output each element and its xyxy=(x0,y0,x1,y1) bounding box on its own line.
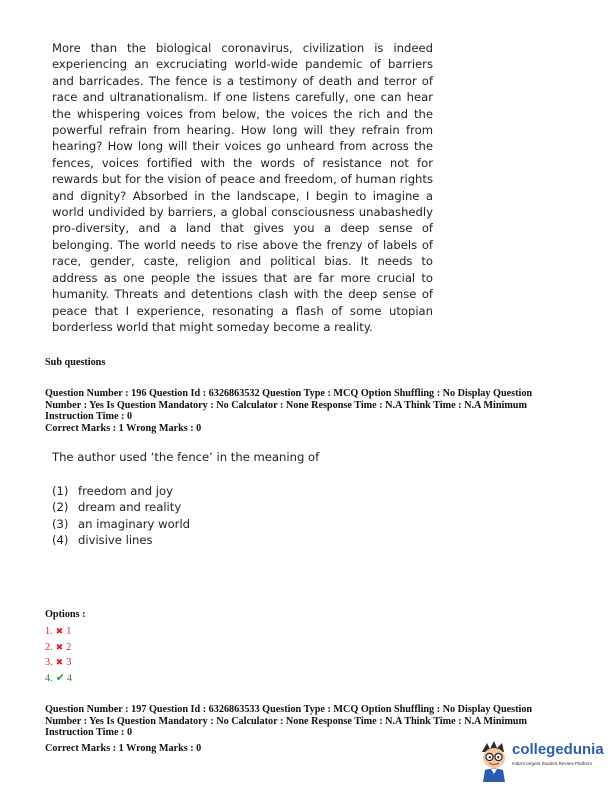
choice-3 xyxy=(52,516,190,532)
check-mark-icon: ✔ xyxy=(55,671,65,684)
logo-tagline: India's largest Student Review Platform xyxy=(512,761,593,766)
choice-4 xyxy=(52,532,190,548)
choice-number: (1) xyxy=(52,484,69,498)
question-196-metadata xyxy=(45,388,560,434)
option-2 xyxy=(45,640,72,656)
option-4 xyxy=(45,671,72,687)
meta-line: Number : Yes Is Question Mandatory : No Calculator : None Response Time : N.A Think Time : N.A Minimum xyxy=(45,715,527,727)
choice-number: (3) xyxy=(52,516,69,531)
choice-text: dream and reality xyxy=(78,500,182,515)
choice-1 xyxy=(52,483,190,499)
option-number: 3. xyxy=(45,657,53,668)
collegedunia-logo xyxy=(478,740,608,786)
wrong-mark-icon: ✖ xyxy=(55,641,64,652)
option-value: 4 xyxy=(66,672,72,684)
option-number: 1. xyxy=(45,626,53,637)
sub-questions-heading: Sub questions xyxy=(45,357,106,368)
wrong-mark-icon: ✖ xyxy=(55,626,64,636)
option-1 xyxy=(45,624,72,640)
wrong-mark-icon: ✖ xyxy=(55,657,64,667)
choice-2 xyxy=(52,499,190,515)
meta-line: Question Number : 196 Question Id : 6326863532 Question Type : MCQ Option Shuffling : No Display Question xyxy=(45,388,533,399)
choice-number: (4) xyxy=(52,533,69,548)
options-list xyxy=(45,624,72,686)
meta-line: Instruction Time : 0 xyxy=(45,727,133,739)
meta-line: Question Number : 197 Question Id : 6326863533 Question Type : MCQ Option Shuffling : No Display Question xyxy=(45,704,533,715)
options-heading: Options : xyxy=(45,609,86,620)
logo-wordmark: collegedunia xyxy=(512,741,604,758)
meta-line: Number : Yes Is Question Mandatory : No Calculator : None Response Time : N.A Think Time : N.A Minimum xyxy=(45,399,527,411)
choice-text: freedom and joy xyxy=(78,484,173,498)
marks-line: Correct Marks : 1 Wrong Marks : 0 xyxy=(45,742,202,754)
option-number: 4. xyxy=(45,672,53,684)
question-stem: The author used ‘the fence’ in the meaning of xyxy=(52,450,320,464)
mascot-icon xyxy=(478,740,510,782)
option-value: 1 xyxy=(66,626,72,637)
answer-choices xyxy=(52,483,190,549)
meta-line: Instruction Time : 0 xyxy=(45,411,133,423)
option-number: 2. xyxy=(45,641,53,653)
marks-line: Correct Marks : 1 Wrong Marks : 0 xyxy=(45,422,202,434)
option-value: 2 xyxy=(66,641,72,653)
passage-text: More than the biological coronavirus, civilization is indeed experiencing an excruciating world-wide pandemic of barriers and barricades. The fence is a testimony of death and terror of race and ultranationalism. If one listens carefully, one can hear the whispering voices from below, the voices the rich and the powerful refrain from hearing. How long will they refrain from hearing? How long will their voices go unheard from across the fences, voices fortified with the words of resistance not for rewards but for the vision of peace and freedom, of human rights and dignity? Absorbed in the landscape, I begin to imagine a world undivided by barriers, a global consciousness unabashedly pro-diversity, and a land that gives you a deep sense of belonging. The world needs to rise above the frenzy of labels of race, gender, caste, religion and political bias. It needs to address as one people the issues that are far more crucial to humanity. Threats and detentions clash with the deep sense of peace that I experience, resonating a flash of some utopian borderless world that might someday become a reality. xyxy=(52,41,433,334)
option-value: 3 xyxy=(66,657,72,668)
choice-text: divisive lines xyxy=(78,533,153,548)
choice-number: (2) xyxy=(52,500,69,515)
option-3 xyxy=(45,655,72,671)
choice-text: an imaginary world xyxy=(78,516,191,531)
